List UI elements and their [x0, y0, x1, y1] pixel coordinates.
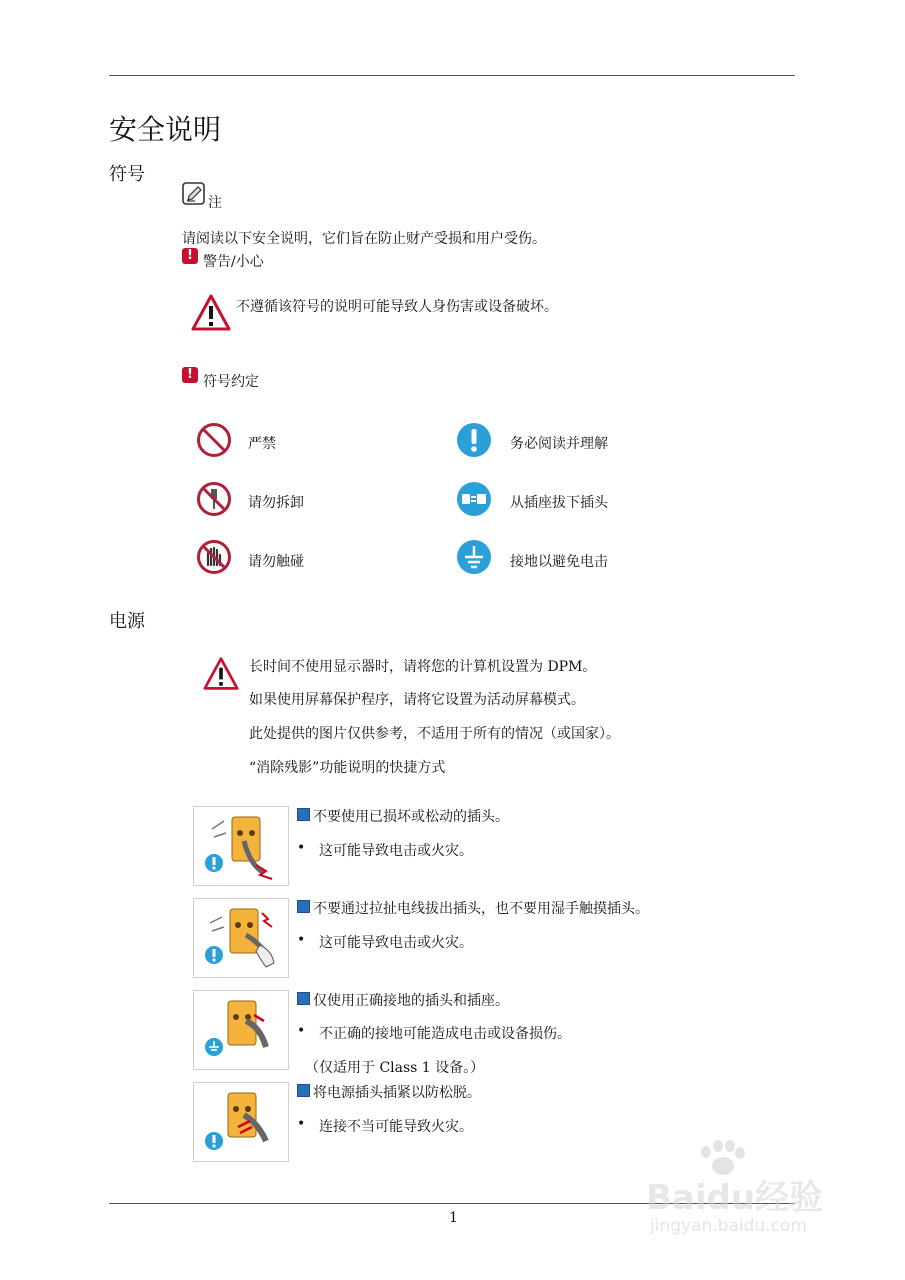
page-number: 1: [449, 1210, 458, 1226]
power-note-link[interactable]: “消除残影”功能说明的快捷方式: [249, 760, 446, 776]
section-heading-power: 电源: [109, 611, 145, 632]
warning-triangle-icon: [191, 294, 231, 336]
exclamation-icon: [456, 422, 492, 462]
warning-badge-icon: !: [182, 248, 198, 264]
convention-label: 请勿拆卸: [248, 495, 304, 511]
power-note: 此处提供的图片仅供参考，不适用于所有的情况（或国家）。: [249, 726, 620, 742]
bullet-dot: •: [297, 840, 306, 856]
item-bullet-text: 不正确的接地可能造成电击或设备损伤。: [319, 1026, 571, 1042]
illustration-grounded-plug: [193, 990, 289, 1070]
power-note: 长时间不使用显示器时，请将您的计算机设置为 DPM。: [249, 659, 597, 675]
arrow-bullet-icon: [297, 808, 310, 821]
section-heading-symbols: 符号: [109, 164, 145, 185]
note-label: 注: [208, 195, 222, 211]
item-title: 将电源插头插紧以防松脱。: [313, 1085, 481, 1101]
note-icon: [182, 182, 206, 210]
item-bullet-text: 这可能导致电击或火灾。: [319, 843, 473, 859]
conventions-badge-icon: !: [182, 367, 198, 383]
convention-label: 从插座拔下插头: [510, 495, 608, 511]
item-title: 仅使用正确接地的插头和插座。: [313, 993, 509, 1009]
arrow-bullet-icon: [297, 900, 310, 913]
item-title: 不要使用已损坏或松动的插头。: [313, 809, 509, 825]
illustration-plug-firmly: [193, 1082, 289, 1162]
bullet-dot: •: [297, 1116, 306, 1132]
bullet-dot: •: [297, 932, 306, 948]
watermark-url: jingyan.baidu.com: [650, 1216, 807, 1236]
unplug-icon: [456, 481, 492, 521]
convention-label: 接地以避免电击: [510, 554, 608, 570]
convention-label: 请勿触碰: [248, 554, 304, 570]
item-title: 不要通过拉扯电线拔出插头，也不要用湿手触摸插头。: [313, 901, 649, 917]
item-extra-text: （仅适用于 Class 1 设备。）: [305, 1060, 485, 1076]
arrow-bullet-icon: [297, 992, 310, 1005]
warning-label: 警告/小心: [203, 254, 264, 270]
illustration-damaged-plug: [193, 806, 289, 886]
illustration-pull-cord: [193, 898, 289, 978]
item-bullet-text: 这可能导致电击或火灾。: [319, 935, 473, 951]
intro-text: 请阅读以下安全说明，它们旨在防止财产受损和用户受伤。: [182, 231, 546, 247]
watermark-brand: Baidu经验: [646, 1178, 824, 1218]
convention-label: 严禁: [248, 436, 276, 452]
page-title: 安全说明: [109, 113, 222, 146]
item-bullet-text: 连接不当可能导致火灾。: [319, 1119, 473, 1135]
no-disassemble-icon: [196, 481, 232, 521]
bullet-dot: •: [297, 1023, 306, 1039]
ground-icon: [456, 539, 492, 579]
no-touch-icon: [196, 539, 232, 579]
prohibited-icon: [196, 422, 232, 462]
header-rule: [109, 75, 795, 76]
power-note: 如果使用屏幕保护程序，请将它设置为活动屏幕模式。: [249, 692, 585, 708]
arrow-bullet-icon: [297, 1084, 310, 1097]
warning-text: 不遵循该符号的说明可能导致人身伤害或设备破坏。: [236, 299, 558, 315]
convention-label: 务必阅读并理解: [510, 436, 608, 452]
watermark-logo: [640, 1140, 860, 1240]
conventions-label: 符号约定: [203, 374, 259, 390]
warning-triangle-icon: [203, 656, 239, 696]
